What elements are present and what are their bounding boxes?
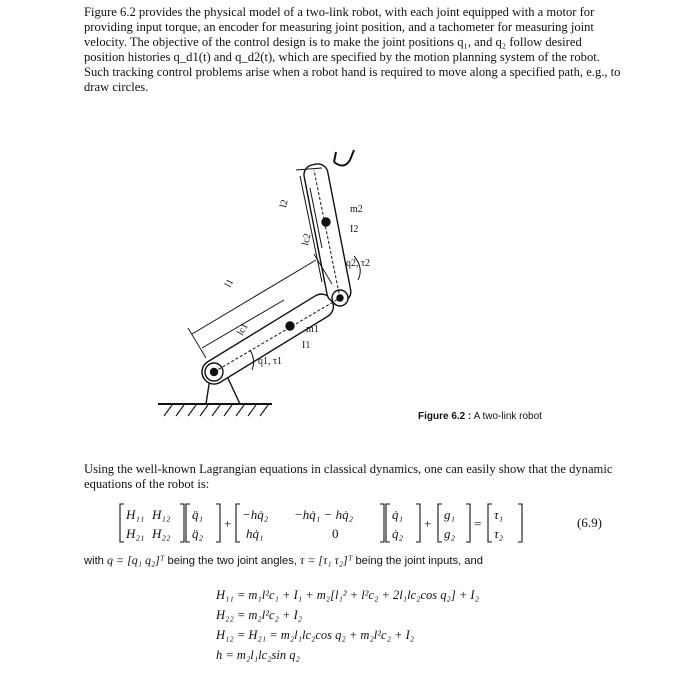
definition-h: h = m₂l₁lc₂sin q₂	[216, 648, 300, 662]
eq-g2: g₂	[444, 526, 456, 541]
eq-qd1: q̇₁	[392, 507, 404, 522]
definition-h11: H₁₁ = m₁l²c₁ + I₁ + m₂[l₁² + l²c₂ + 2l₁lc₂cos q₂] + I₂	[216, 588, 479, 602]
eq-c21: hq̇₁	[246, 526, 264, 541]
eq-t2: τ₂	[494, 526, 504, 541]
eq-h12: H₁₂	[152, 507, 171, 522]
ground-hatch	[164, 405, 268, 416]
eq-qdd1: q̈₁	[192, 507, 204, 522]
equation-number: (6.9)	[577, 515, 602, 530]
eq-c12: −hq̇₁ − hq̇₂	[294, 507, 354, 522]
eq-g1: g₁	[444, 507, 456, 522]
definition-h12: H₁₂ = H₂₁ = m₂l₁lc₂cos q₂ + m₂l²c₂ + I₂	[216, 628, 415, 642]
label-q1: q1, τ1	[258, 356, 283, 367]
svg-text:+: +	[424, 516, 432, 531]
label-l1: l1	[222, 277, 237, 290]
label-lc2: lc2	[300, 232, 314, 247]
with-b: being the two joint angles,	[164, 555, 301, 567]
tau-definition: τ = [τ₁ τ₂]ᵀ	[300, 553, 353, 567]
eq-c22: 0	[332, 526, 339, 541]
figure-caption	[418, 411, 542, 422]
definition-h22: H₂₂ = m₂l²c₂ + I₂	[216, 608, 303, 622]
eq-h22: H₂₂	[152, 526, 171, 541]
label-l2: l2	[278, 198, 291, 209]
label-I2: I2	[350, 224, 359, 235]
svg-text:+: +	[224, 516, 232, 531]
label-q2: q2, τ2	[346, 258, 371, 269]
link-2	[302, 162, 352, 304]
eq-qdd2: q̈₂	[192, 526, 204, 541]
two-link-robot-figure	[150, 148, 420, 420]
caption-text: A two-link robot	[473, 411, 542, 422]
intro-paragraph: Figure 6.2 provides the physical model of a two-link robot, with each joint equipped with a motor for providing input torque, an encoder for measuring joint position, and a tachometer for measuring joint velocity. The objective of the control design is to make the joint positions q₁, and q₂ follow desired position histories q_d1(t) and q_d2(t), which are specified by the motion planning system of the robot. Such tracking control problems arise when a robot hand is required to move along a specified path, e.g., to draw circles.	[84, 5, 621, 94]
label-m2: m2	[350, 204, 363, 215]
eq-h21: H₂₁	[126, 526, 145, 541]
label-I1: I1	[302, 340, 311, 351]
eq-c11: −hq̇₂	[242, 507, 269, 522]
eq-qd2: q̇₂	[392, 526, 404, 541]
with-c: being the joint inputs, and	[352, 555, 483, 567]
label-lc1: lc1	[235, 321, 251, 338]
label-m1: m1	[306, 324, 319, 335]
lagrange-paragraph: Using the well-known Lagrangian equations in classical dynamics, one can easily show that the dynamic equations of the robot is:	[84, 462, 613, 491]
eq-h11: H₁₁	[126, 507, 145, 522]
gripper	[334, 150, 354, 166]
definitions-list	[216, 585, 479, 665]
with-clause	[84, 553, 644, 568]
q-definition: q = [q₁ q₂]ᵀ	[107, 553, 165, 567]
eq-t1: τ₁	[494, 507, 504, 522]
svg-text:=: =	[474, 516, 482, 531]
dynamics-equation	[118, 500, 558, 546]
caption-prefix: Figure 6.2 :	[418, 411, 472, 422]
with-a: with	[84, 555, 108, 567]
